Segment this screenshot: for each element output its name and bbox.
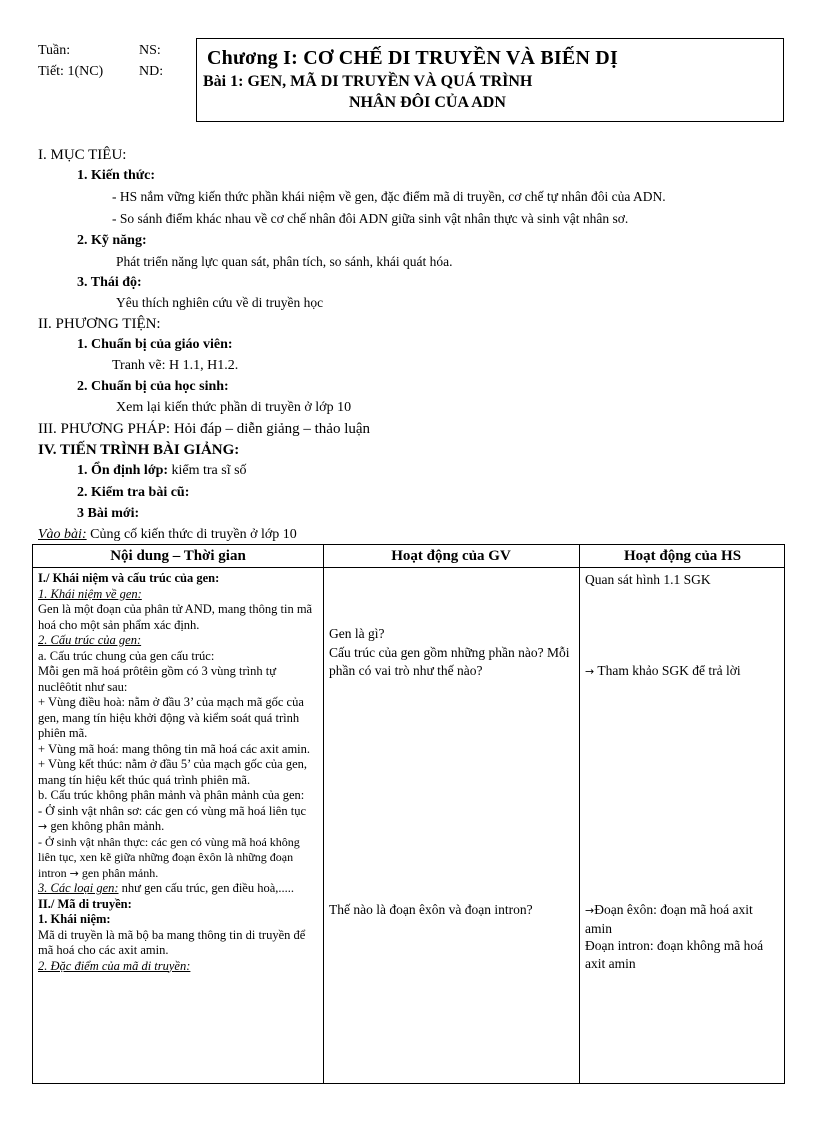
attitude-heading: 3. Thái độ: — [77, 275, 142, 290]
right-arrow-icon: → — [38, 820, 48, 833]
step-1-heading: 1. Ổn định lớp: — [77, 463, 169, 478]
skills-point-1: Phát triển năng lực quan sát, phân tích, so sánh, khái quát hóa. — [116, 254, 453, 269]
eukaryote-gene-result: gen phân mảnh. — [78, 865, 159, 880]
process-heading: IV. TIẾN TRÌNH BÀI GIẢNG: — [38, 442, 240, 458]
ns-label: NS: — [139, 43, 161, 58]
period-label: Tiết: 1(NC) — [38, 64, 104, 79]
method-line — [38, 420, 370, 438]
gene-types — [38, 881, 318, 897]
right-arrow-icon: → — [585, 665, 595, 678]
step-2-heading: 2. Kiểm tra bài cũ: — [77, 485, 190, 500]
lesson-table — [32, 544, 785, 1084]
lesson-title-line-2: NHÂN ĐÔI CỦA ADN — [349, 94, 506, 111]
gene-types-text: như gen cấu trúc, gen điều hoà,..... — [118, 881, 295, 895]
termination-region: + Vùng kết thúc: nằm ở đầu 5’ của mạch gốc của gen, mang tín hiệu kết thúc quá trình phiên mã. — [38, 757, 308, 787]
student-answer-2-text: Tham khảo SGK để trả lời — [594, 663, 741, 678]
teacher-question-2: Cấu trúc của gen gồm những phần nào? Mỗi phần có vai trò như thế nào? — [329, 645, 570, 678]
section-2-heading: II./ Mã di truyền: — [38, 896, 132, 911]
chapter-title: Chương I: CƠ CHẾ DI TRUYỀN VÀ BIẾN DỊ — [207, 47, 618, 69]
objectives-heading: I. MỤC TIÊU: — [38, 147, 127, 163]
header-teacher-activity: Hoạt động của GV — [391, 548, 511, 564]
coding-region: + Vùng mã hoá: mang thông tin mã hoá các axit amin. — [38, 741, 311, 756]
teacher-prep-heading: 1. Chuẩn bị của giáo viên: — [77, 337, 233, 352]
skills-heading: 2. Kỹ năng: — [77, 233, 147, 248]
lesson-title-line-1: Bài 1: GEN, MÃ DI TRUYỀN VÀ QUÁ TRÌNH — [203, 73, 533, 90]
step-3-heading: 3 Bài mới: — [77, 506, 140, 521]
header-divider — [33, 567, 784, 568]
column-divider — [323, 545, 324, 1083]
gene-structure-heading: 2. Cấu trúc của gen: — [38, 633, 142, 647]
method-heading: III. PHƯƠNG PHÁP: — [38, 421, 171, 437]
knowledge-heading: 1. Kiến thức: — [77, 168, 156, 183]
column-divider — [579, 545, 580, 1083]
student-answer-3 — [585, 901, 781, 938]
right-arrow-icon: → — [585, 904, 595, 917]
header-content: Nội dung – Thời gian — [110, 548, 246, 564]
knowledge-point-2: - So sánh điểm khác nhau về cơ chế nhân đôi ADN giữa sinh vật nhân thực và sinh vật nhân sơ. — [112, 211, 629, 226]
gene-types-heading: 3. Các loại gen: — [38, 881, 119, 895]
eukaryote-gene-text: - Ở sinh vật nhân thực: các gen có vùng mã hoá không liên tục, xen kẽ giữa những đoạn êxôn là những đoạn intron — [38, 834, 300, 880]
teacher-prep-text: Tranh vẽ: H 1.1, H1.2. — [112, 358, 239, 373]
gene-definition: Gen là một đoạn của phân tử AND, mang thông tin mã hoá cho một sản phẩm xác định. — [38, 602, 313, 632]
student-prep-heading: 2. Chuẩn bị của học sinh: — [77, 379, 229, 394]
right-arrow-icon: → — [69, 866, 79, 880]
intro-label: Vào bài: — [38, 527, 87, 542]
method-text: Hỏi đáp – diễn giảng – thảo luận — [170, 421, 371, 437]
section-1-heading: I./ Khái niệm và cấu trúc của gen: — [38, 571, 220, 585]
split-gene-heading: b. Cấu trúc không phân mảnh và phân mảnh của gen: — [38, 788, 305, 802]
three-regions: Mỗi gen mã hoá prôtêin gồm có 3 vùng trình tự nuclêôtit như sau: — [38, 664, 276, 694]
content-cell — [38, 571, 318, 974]
nd-label: ND: — [139, 64, 164, 79]
intro-text: Củng cố kiến thức di truyền ở lớp 10 — [86, 527, 297, 542]
step-1-line — [77, 462, 247, 480]
student-answer-1: Quan sát hình 1.1 SGK — [585, 572, 711, 587]
teacher-question-3: Thế nào là đoạn êxôn và đoạn intron? — [329, 902, 533, 917]
prokaryote-gene-result: gen không phân mảnh. — [47, 819, 165, 833]
prokaryote-gene-text: - Ở sinh vật nhân sơ: các gen có vùng mã hoá liên tục — [38, 803, 306, 818]
genetic-code-concept-heading: 1. Khái niệm: — [38, 912, 111, 926]
week-label: Tuần: — [38, 43, 71, 58]
chapter-title-box — [196, 38, 784, 122]
teacher-question-1: Gen là gì? — [329, 626, 385, 641]
step-1-text: kiểm tra sĩ số — [168, 463, 247, 478]
knowledge-point-1: - HS nắm vững kiến thức phần khái niệm về gen, đặc điểm mã di truyền, cơ chế tự nhân đôi của ADN. — [112, 189, 666, 204]
student-answer-3-text: Đoạn êxôn: đoạn mã hoá axit amin — [585, 902, 753, 936]
attitude-point-1: Yêu thích nghiên cứu về di truyền học — [116, 295, 324, 310]
student-answer-2 — [585, 662, 781, 681]
prokaryote-gene — [38, 804, 318, 835]
regulatory-region: + Vùng điều hoà: nằm ở đầu 3’ của mạch mã gốc của gen, mang tín hiệu khởi động và kiểm soát quá trình phiên mã. — [38, 695, 304, 740]
intro-line — [38, 526, 297, 544]
header-student-activity: Hoạt động của HS — [623, 548, 742, 564]
genetic-code-features-heading: 2. Đặc điểm của mã di truyền: — [38, 958, 191, 973]
student-prep-text: Xem lại kiến thức phần di truyền ở lớp 10 — [116, 400, 352, 415]
gene-concept-heading: 1. Khái niệm về gen: — [38, 586, 142, 601]
means-heading: II. PHƯƠNG TIỆN: — [38, 316, 161, 332]
eukaryote-gene — [38, 835, 318, 882]
student-answer-4: Đoạn intron: đoạn không mã hoá axit amin — [585, 938, 764, 971]
genetic-code-definition: Mã di truyền là mã bộ ba mang thông tin di truyền để mã hoá cho các axit amin. — [38, 927, 306, 957]
structure-general: a. Cấu trúc chung của gen cấu trúc: — [38, 648, 215, 663]
